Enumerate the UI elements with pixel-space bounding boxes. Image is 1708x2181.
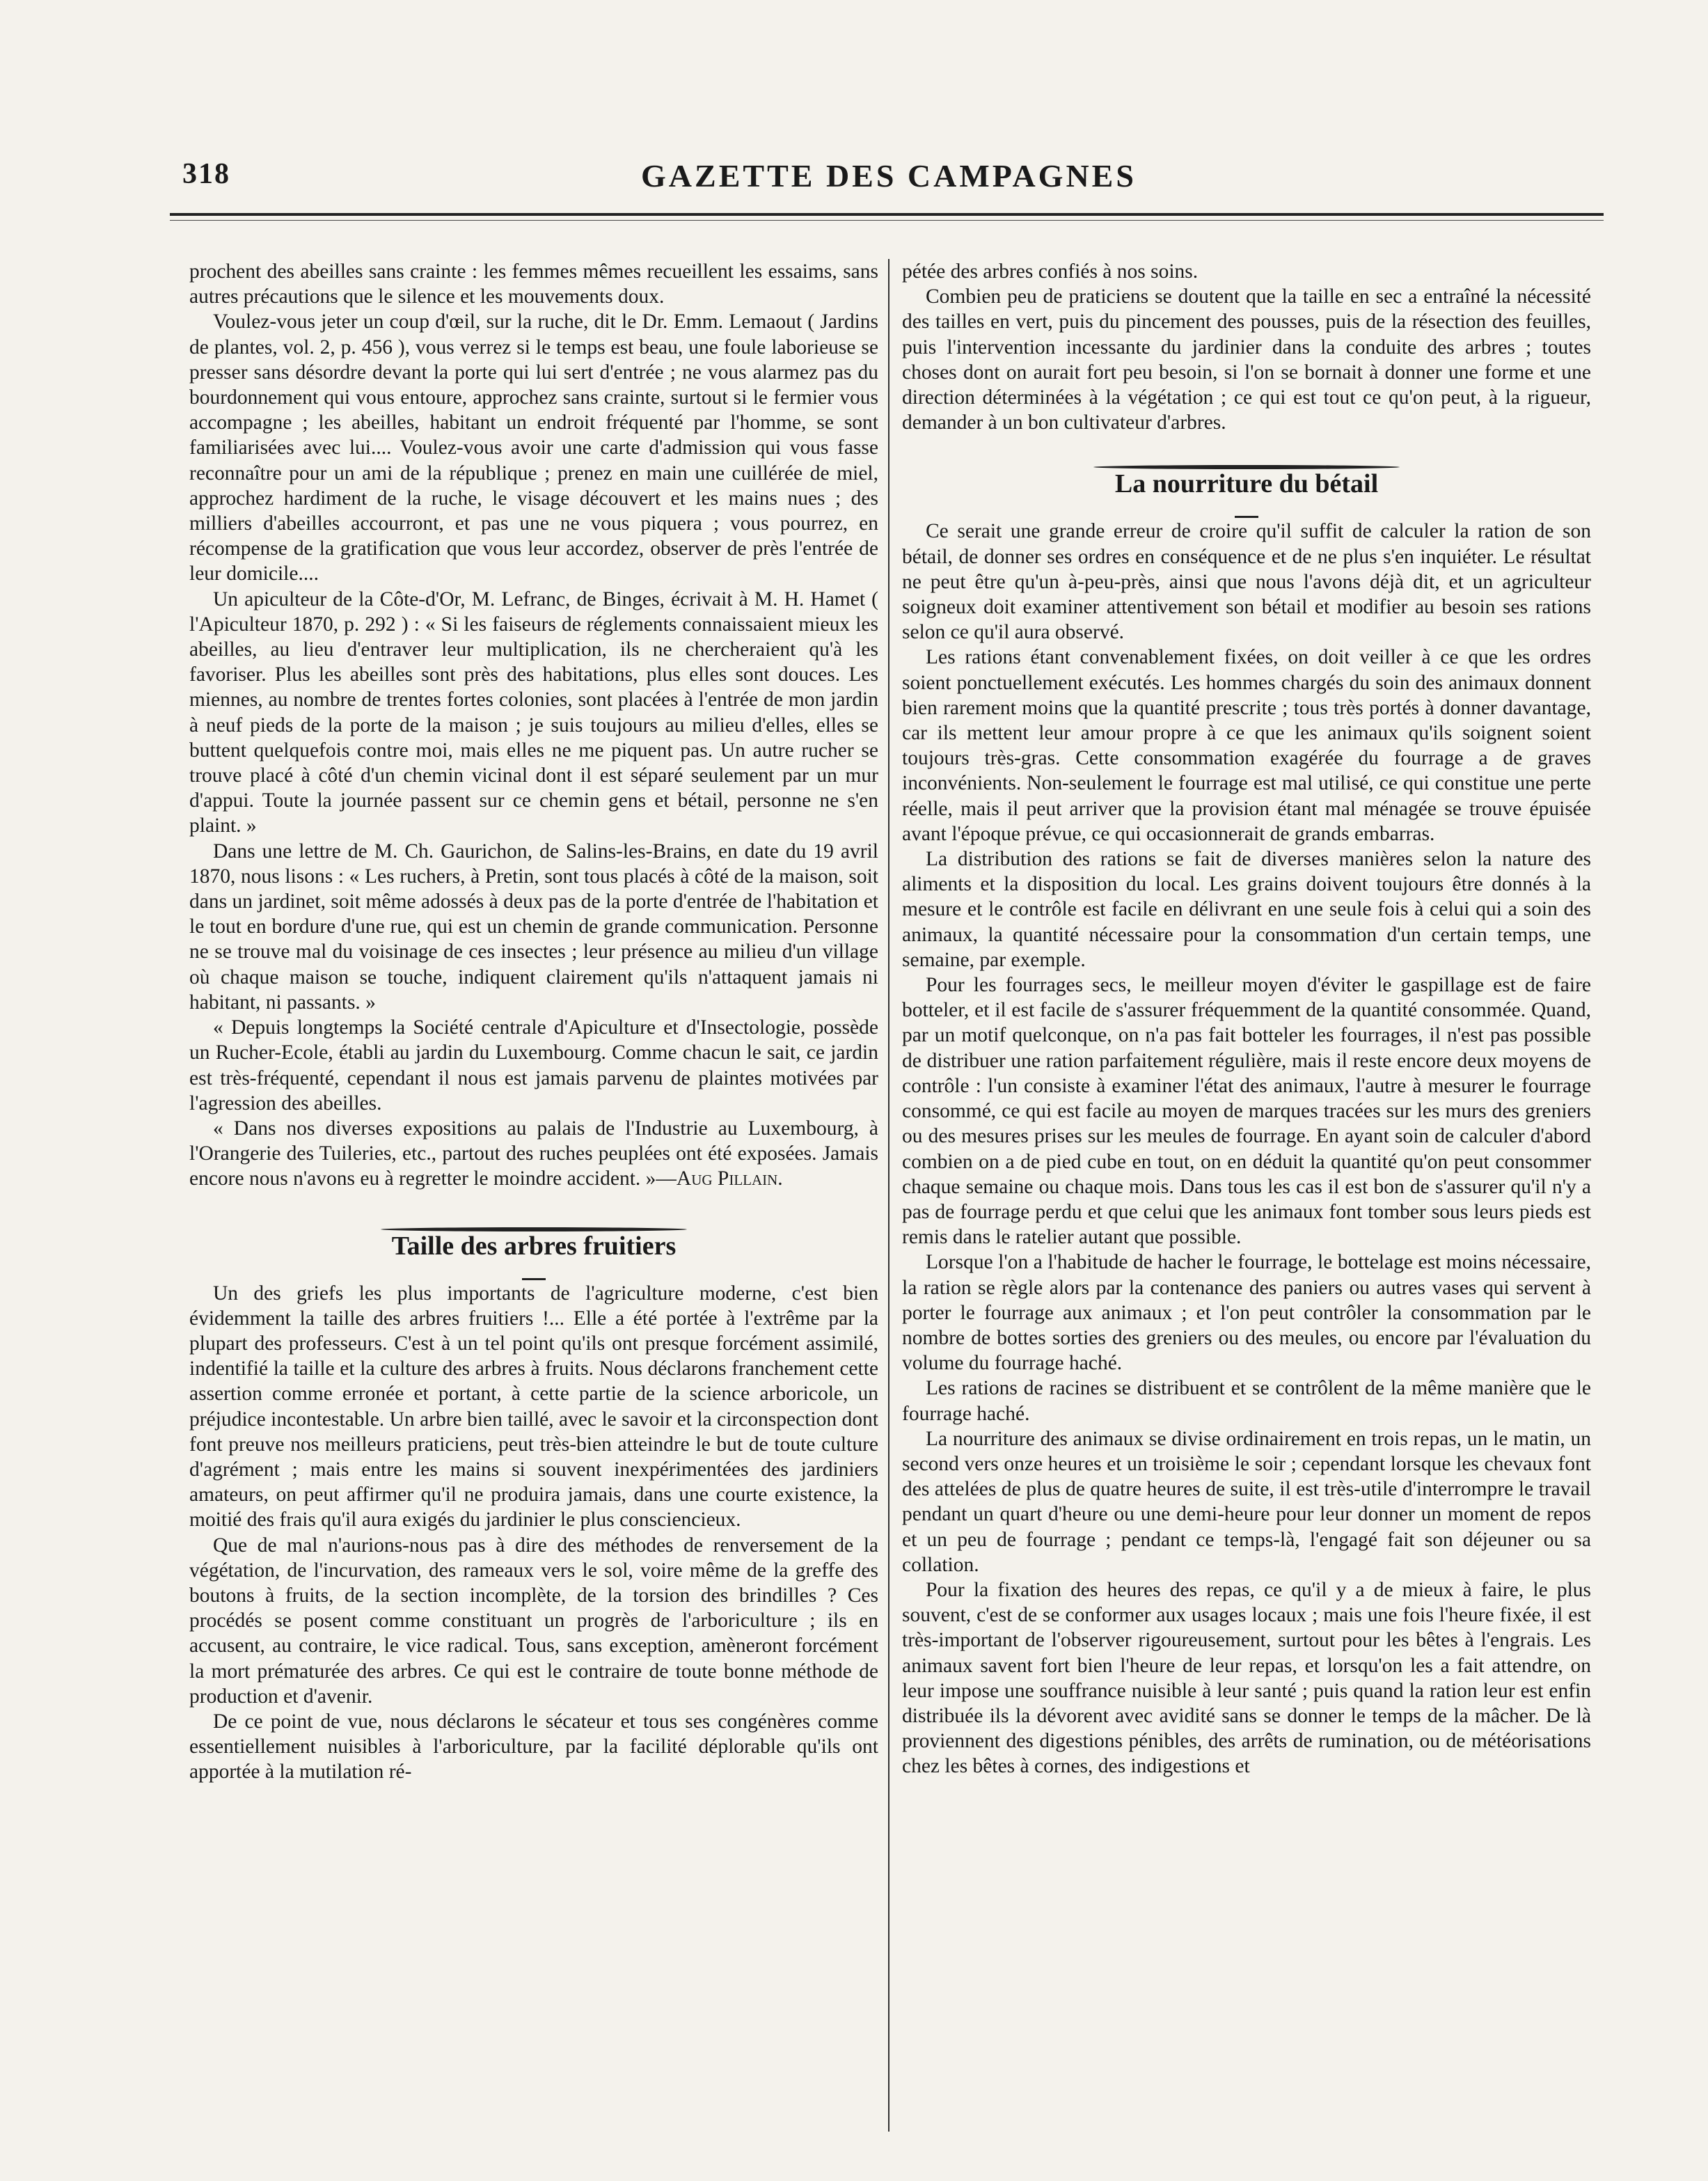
paragraph: Ce serait une grande erreur de croire qu'il suffit de calculer la ration de son bétail, de donner ses ordres en conséquence et de ne plus s'en inquiéter. Le résultat ne peut être qu'un à-peu-près, ainsi que nous l'avons déjà dit, et un agriculteur soigneux doit examiner attentivement son bétail et modifier au besoin ses rations selon ce qu'il aura observé.: [902, 520, 1591, 644]
paragraph: Combien peu de praticiens se doutent que la taille en sec a entraîné la nécessité des tailles en vert, puis du pincement des pousses, puis de la résection des feuilles, puis l'intervention incessante du jardinier dans la conduite des arbres ; toutes choses dont on aurait fort peu besoin, si l'on se bornait à donner une forme et une direction déterminées à la végétation ; ce qui est tout ce qu'on peut, à la rigueur, demander à un bon cultivateur d'arbres.: [902, 285, 1591, 434]
right-column: [902, 259, 1591, 2139]
paragraph: De ce point de vue, nous déclarons le sécateur et tous ses congénères comme essentiellement nuisibles à l'arboriculture, par la facilité déplorable qu'ils ont apportée à la mutilation ré-: [189, 1710, 878, 1784]
title-dash: [902, 499, 1591, 513]
paragraph: pétée des arbres confiés à nos soins.: [902, 260, 1199, 283]
journal-title: GAZETTE DES CAMPAGNES: [641, 158, 1137, 194]
section-ornament: [189, 1213, 878, 1231]
paragraph: [189, 1116, 878, 1192]
left-column: [189, 259, 878, 2139]
header-rule: [170, 213, 1604, 216]
paragraph: La distribution des rations se fait de diverses manières selon la nature des aliments et la disposition du local. Les grains doivent toujours être donnés à la mesure et le contrôle est facile en délivrant en une seule fois à celui qui a soin des animaux, la quantité nécessaire pour la consommation d'un certain temps, une semaine, par exemple.: [902, 848, 1591, 971]
paragraph: Les rations étant convenablement fixées, on doit veiller à ce que les ordres soient ponctuellement exécutés. Les hommes chargés du soin des animaux donnent bien rarement moins que la quantité prescrite ; tous très portés à donner davantage, car ils mettent leur amour propre à ce que les animaux qu'ils soignent soient toujours très-gras. Cette consommation exagérée du fourrage a de graves inconvénients. Non-seulement le fourrage est mal utilisé, ce qui constitue une perte réelle, mais il peut arriver que la provision étant mal ménagée se trouve épuisée avant l'époque prévue, ce qui occasionnerait de grands embarras.: [902, 646, 1591, 845]
paragraph: Dans une lettre de M. Ch. Gaurichon, de Salins-les-Brains, en date du 19 avril 1870, nous lisons : « Les ruchers, à Pretin, sont tous placés à côté de la maison, soit dans un jardinet, soit même adossés à deux pas de la porte d'entrée de l'habitation et le tout en bordure d'une rue, qui est un chemin de grande communication. Personne ne se trouve mal du voisinage de ces insectes ; leur présence au milieu d'un village où chaque maison se touche, indiquent clairement qu'ils n'attaquent jamais ni habitant, ni passants. »: [189, 840, 878, 1014]
header-rule-thin: [170, 220, 1604, 221]
paragraph: Pour les fourrages secs, le meilleur moyen d'éviter le gaspillage est de faire botteler, et il est facile de s'assurer fréquemment de la quantité consommée. Quand, par un motif quelconque, on n'a pas fait botteler les fourrages, il n'est pas possible de distribuer une ration parfaitement régulière, mais il reste encore deux moyens de contrôle : l'un consiste à examiner l'état des animaux, l'autre à mesurer le fourrage consommé, ce qui est facile au moyen de marques tracées sur les murs des greniers ou des mesures prises sur les meules de fourrage. En ayant soin de calculer d'abord combien on a de pied cube en tout, on en déduit la quantité qu'on peut consommer chaque semaine ou chaque mois. Dans tous les cas il est bon de s'assurer qu'il n'y a pas de fourrage perdu et que celui que les animaux font tomber sous leurs pieds est remis dans le ratelier autant que possible.: [902, 974, 1591, 1249]
section-title-taille: Taille des arbres fruitiers: [391, 1231, 677, 1261]
paragraph: Que de mal n'aurions-nous pas à dire des méthodes de renversement de la végétation, de l'incurvation, des rameaux vers le sol, voire même de la greffe des boutons à fruits, de la section incomplète, de la torsion des brindilles ? Ces procédés se posent comme constituant un progrès de l'arboriculture ; ils en accusent, au contraire, le vice radical. Tous, sans exception, amèneront forcément la mort prématurée des arbres. Ce qui est le contraire de toute bonne méthode de production et d'avenir.: [189, 1534, 878, 1708]
paragraph: Voulez-vous jeter un coup d'œil, sur la ruche, dit le Dr. Emm. Lemaout ( Jardins de plantes, vol. 2, p. 456 ), vous verrez si le temps est beau, une foule laborieuse se presser sans désordre devant la porte qui lui sert d'entrée ; ne vous alarmez pas du bourdonnement qui vous entoure, approchez sans crainte, surtout si le fermier vous accompagne ; les abeilles, habitant un endroit fréquenté par l'homme, se sont familiarisées avec lui.... Voulez-vous avoir une carte d'admission qui vous fasse reconnaître pour un ami de la république ; prenez en main une cuillérée de miel, approchez hardiment de la ruche, le visage découvert et les mains nues ; des milliers d'abeilles accourront, et pas une ne vous piquera ; vous pourrez, en récompense de la gratification que vous leur accordez, observer de près l'entrée de leur domicile....: [189, 310, 878, 585]
paragraph: « Depuis longtemps la Société centrale d'Apiculture et d'Insectologie, possède un Rucher-Ecole, établi au jardin du Luxembourg. Comme chacun le sait, ce jardin est très-fréquenté, cependant il nous est jamais parvenu de plaintes motivées par l'agression des abeilles.: [189, 1016, 878, 1115]
page-number: 318: [182, 158, 230, 190]
paragraph: Pour la fixation des heures des repas, ce qu'il y a de mieux à faire, le plus souvent, c'est de se conformer aux usages locaux ; mais une fois l'heure fixée, il est très-important de l'observer rigoureusement, surtout pour les bêtes à l'engrais. Les animaux savent fort bien l'heure de leur repas, et lorsqu'on les a fait attendre, on leur impose une souffrance nuisible à leur santé ; puis quand la ration leur est enfin distribuée ils la dévorent avec avidité sans se donner le temps de la mâcher. De là proviennent des digestions pénibles, des arrêts de rumination, ou de météorisations chez les bêtes à cornes, des indigestions et: [902, 1578, 1591, 1778]
paragraph: Les rations de racines se distribuent et se contrôlent de la même manière que le fourrage haché.: [902, 1377, 1591, 1425]
paragraph-text: « Dans nos diverses expositions au palais de l'Industrie au Luxembourg, à l'Orangerie des Tuileries, etc., partout des ruches peuplées ont été exposées. Jamais encore nous n'avons eu à regretter le moindre accident. »—: [189, 1117, 878, 1190]
paragraph: Un apiculteur de la Côte-d'Or, M. Lefranc, de Binges, écrivait à M. H. Hamet ( l'Apiculteur 1870, p. 292 ) : « Si les faiseurs de réglements connaissaient mieux les abeilles, au lieu d'entraver leur multiplication, ils ne chercheraient qu'à les favoriser. Plus les abeilles sont près des habitations, plus elles sont douces. Les miennes, au nombre de trentes fortes colonies, sont placées à l'entrée de mon jardin à neuf pieds de la porte de la maison ; je suis toujours au milieu d'elles, elles se buttent quelquefois contre moi, mais elles ne me piquent pas. Un autre rucher se trouve placé à côté d'un chemin vicinal dont il est séparé seulement par un mur d'appui. Toute la journée passent sur ce chemin gens et bétail, personne ne s'en plaint. »: [189, 588, 878, 837]
author-signature: Aug Pillain.: [676, 1167, 783, 1190]
page-header: [182, 157, 1595, 199]
column-divider: [888, 259, 889, 2132]
section-title-nourriture: La nourriture du bétail: [1114, 469, 1379, 499]
paragraph: La nourriture des animaux se divise ordinairement en trois repas, un le matin, un second vers onze heures et un troisième le soir ; cependant lorsque les chevaux font des attelées de plus de quatre heures de suite, il est très-utile d'interrompre le travail pendant un quart d'heure ou une demi-heure pour leur donner un moment de repos et un peu de fourrage ; pendant ce temps-là, l'engagé fait son déjeuner ou sa collation.: [902, 1427, 1591, 1576]
paragraph: Lorsque l'on a l'habitude de hacher le fourrage, le bottelage est moins nécessaire, la ration se règle alors par la contenance des paniers ou autres vases qui servent à porter le fourrage aux animaux ; et l'on peut contrôler la consommation par le nombre de bottes sorties des greniers ou des meules, ou encore par l'évaluation du volume du fourrage haché.: [902, 1251, 1591, 1375]
paragraph: Un des griefs les plus importants de l'agriculture moderne, c'est bien évidemment la taille des arbres fruitiers !... Elle a été portée à l'extrême par la plupart des professeurs. C'est à un tel point qu'ils ont presque forcément assimilé, indentifié la taille et la culture des arbres à fruits. Nous déclarons franchement cette assertion comme erronée et portant, à cette partie de la science arboricole, un préjudice incontestable. Un arbre bien taillé, avec le savoir et la circonspection dont font preuve nos meilleurs praticiens, peut très-bien atteindre le but de toute culture d'agrément ; mais entre les mains si souvent inexpérimentées des jardiniers amateurs, on peut affirmer qu'il ne produira jamais, dans une courte existence, la moitié des frais qu'il aura exigés du jardinier le plus consciencieux.: [189, 1282, 878, 1532]
paragraph: prochent des abeilles sans crainte : les femmes mêmes recueillent les essaims, sans autres précautions que le silence et les mouvements doux.: [189, 260, 878, 308]
section-ornament: [902, 450, 1591, 469]
title-dash: [189, 1261, 878, 1275]
